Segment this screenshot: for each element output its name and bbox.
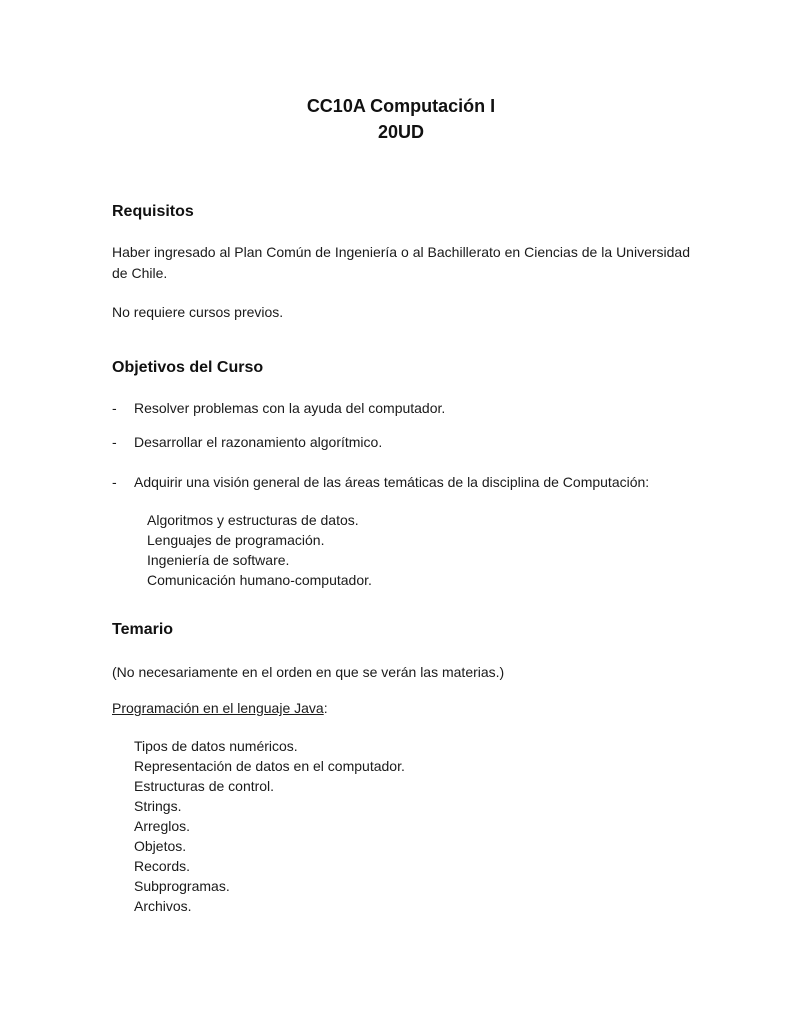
list-item: Arreglos. bbox=[134, 818, 191, 834]
bullet-dash: - bbox=[112, 400, 117, 416]
java-topics-list bbox=[112, 736, 690, 916]
objective-item bbox=[112, 398, 690, 419]
list-item: Objetos. bbox=[134, 838, 187, 854]
list-item: Records. bbox=[134, 858, 191, 874]
list-item: Ingeniería de software. bbox=[147, 552, 290, 568]
no-prerequisites-paragraph: No requiere cursos previos. bbox=[112, 304, 284, 320]
computation-areas-list bbox=[112, 510, 690, 590]
java-subheading bbox=[112, 698, 690, 719]
temario-heading: Temario bbox=[112, 621, 174, 638]
objetivos-heading: Objetivos del Curso bbox=[112, 359, 264, 376]
list-item: Tipos de datos numéricos. bbox=[134, 738, 298, 754]
objective-text: Desarrollar el razonamiento algorítmico. bbox=[134, 434, 383, 450]
java-subheading-text: Programación en el lenguaje Java bbox=[112, 700, 324, 716]
list-item: Strings. bbox=[134, 798, 182, 814]
document-title bbox=[112, 93, 690, 145]
list-item: Estructuras de control. bbox=[134, 778, 275, 794]
java-subheading-colon: : bbox=[323, 700, 328, 716]
objective-text: Adquirir una visión general de las áreas temáticas de la disciplina de Computación: bbox=[134, 474, 650, 490]
list-item: Representación de datos en el computador. bbox=[134, 758, 405, 774]
requisitos-paragraph: Haber ingresado al Plan Común de Ingeniería o al Bachillerato en Ciencias de la Universidad de Chile. bbox=[112, 244, 690, 281]
requisitos-heading: Requisitos bbox=[112, 203, 194, 220]
temario-note: (No necesariamente en el orden en que se verán las materias.) bbox=[112, 664, 505, 680]
list-item: Algoritmos y estructuras de datos. bbox=[147, 512, 359, 528]
objective-text: Resolver problemas con la ayuda del computador. bbox=[134, 400, 446, 416]
bullet-dash: - bbox=[112, 474, 117, 490]
objective-item bbox=[112, 432, 690, 453]
list-item: Archivos. bbox=[134, 898, 192, 914]
course-credits-line: 20UD bbox=[377, 122, 425, 142]
list-item: Lenguajes de programación. bbox=[147, 532, 325, 548]
list-item: Subprogramas. bbox=[134, 878, 230, 894]
objective-item bbox=[112, 472, 690, 493]
list-item: Comunicación humano-computador. bbox=[147, 572, 372, 588]
bullet-dash: - bbox=[112, 434, 117, 450]
course-title-line: CC10A Computación I bbox=[306, 96, 496, 116]
